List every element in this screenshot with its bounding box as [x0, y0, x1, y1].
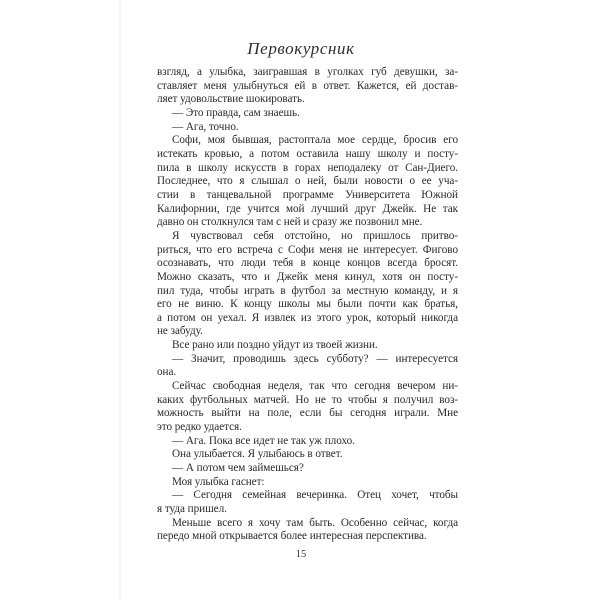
text-line: — Сегодня семейная вечеринка. Отец хочет, чтобы [172, 489, 458, 502]
text-line: Я чувствовал себя отстойно, но пришлось притво- [172, 229, 458, 242]
text-line: можность выйти на поле, если бы сегодня играли. Мне [157, 407, 458, 420]
text-line: Последнее, что я слышал о ней, были новости о ее уча- [157, 175, 458, 188]
text-line: Она улыбается. Я улыбаюсь в ответ. [172, 448, 343, 461]
text-block [157, 66, 458, 544]
text-line: пил туда, чтобы играть в футбол за местную команду, и я [157, 284, 458, 297]
text-line: Моя улыбка гаснет: [172, 475, 265, 488]
text-line: — Ага, точно. [172, 120, 239, 133]
text-line: каких футбольных матчей. Но не то чтобы я получил воз- [157, 393, 458, 406]
text-line: а потом он уехал. Я извлек из этого урок, который никогда [157, 311, 458, 324]
text-line: — А потом чем займешься? [172, 462, 304, 475]
page-number: 15 [295, 549, 307, 560]
text-line: Меньше всего я хочу там быть. Особенно сейчас, когда [172, 516, 458, 529]
text-line: — Это правда, сам знаешь. [172, 106, 300, 119]
text-line: я туда пришел. [157, 503, 227, 515]
text-line: осознавать, что люди тебя в конце концов всегда бросят. [157, 257, 458, 270]
text-line: пила в школу искусств в горах неподалеку от Сан-Диего. [157, 161, 458, 174]
text-line: она. [157, 366, 177, 379]
text-line: его не виню. К концу школы мы были почти как братья, [157, 298, 458, 311]
text-line: Сейчас свободная неделя, так что сегодня вечером ни- [172, 380, 458, 393]
text-line: взгляд, а улыбка, заигравшая в уголках губ девушки, за- [157, 66, 458, 78]
text-line: Все рано или поздно уйдут из твоей жизни. [172, 339, 378, 352]
text-line: не забуду. [157, 325, 203, 338]
text-line: — Ага. Пока все идет не так уж плохо. [172, 434, 355, 447]
text-line: — Значит, проводишь здесь субботу? — интересуется [172, 352, 458, 365]
text-line: Софи, моя бывшая, растоптала мое сердце, бросив его [172, 134, 458, 147]
text-line: ляет удовольствие шокировать. [157, 93, 305, 106]
text-line: это редко удается. [157, 421, 242, 434]
page-edge-shadow [118, 0, 122, 600]
text-line: риться, что его встреча с Софи меня не интересует. Фигово [157, 243, 458, 256]
text-line: передо мной открывается более интересная перспектива. [157, 530, 427, 543]
text-line: давно он столкнулся там с ней и сразу же позвонил мне. [157, 216, 423, 229]
text-line: Можно сказать, что и Джейк меня кинул, хотя он посту- [157, 270, 458, 283]
text-line: ставляет меня улыбнуться ей в ответ. Кажется, ей достав- [157, 79, 458, 92]
chapter-title: Первокурсник [247, 39, 355, 58]
text-line: истекать кровью, а потом оставила нашу школу и посту- [157, 147, 458, 160]
text-line: стии в танцевальной программе Университета Южной [157, 188, 458, 201]
text-line: Калифорнии, где учится мой лучший друг Джейк. Не так [157, 202, 458, 215]
